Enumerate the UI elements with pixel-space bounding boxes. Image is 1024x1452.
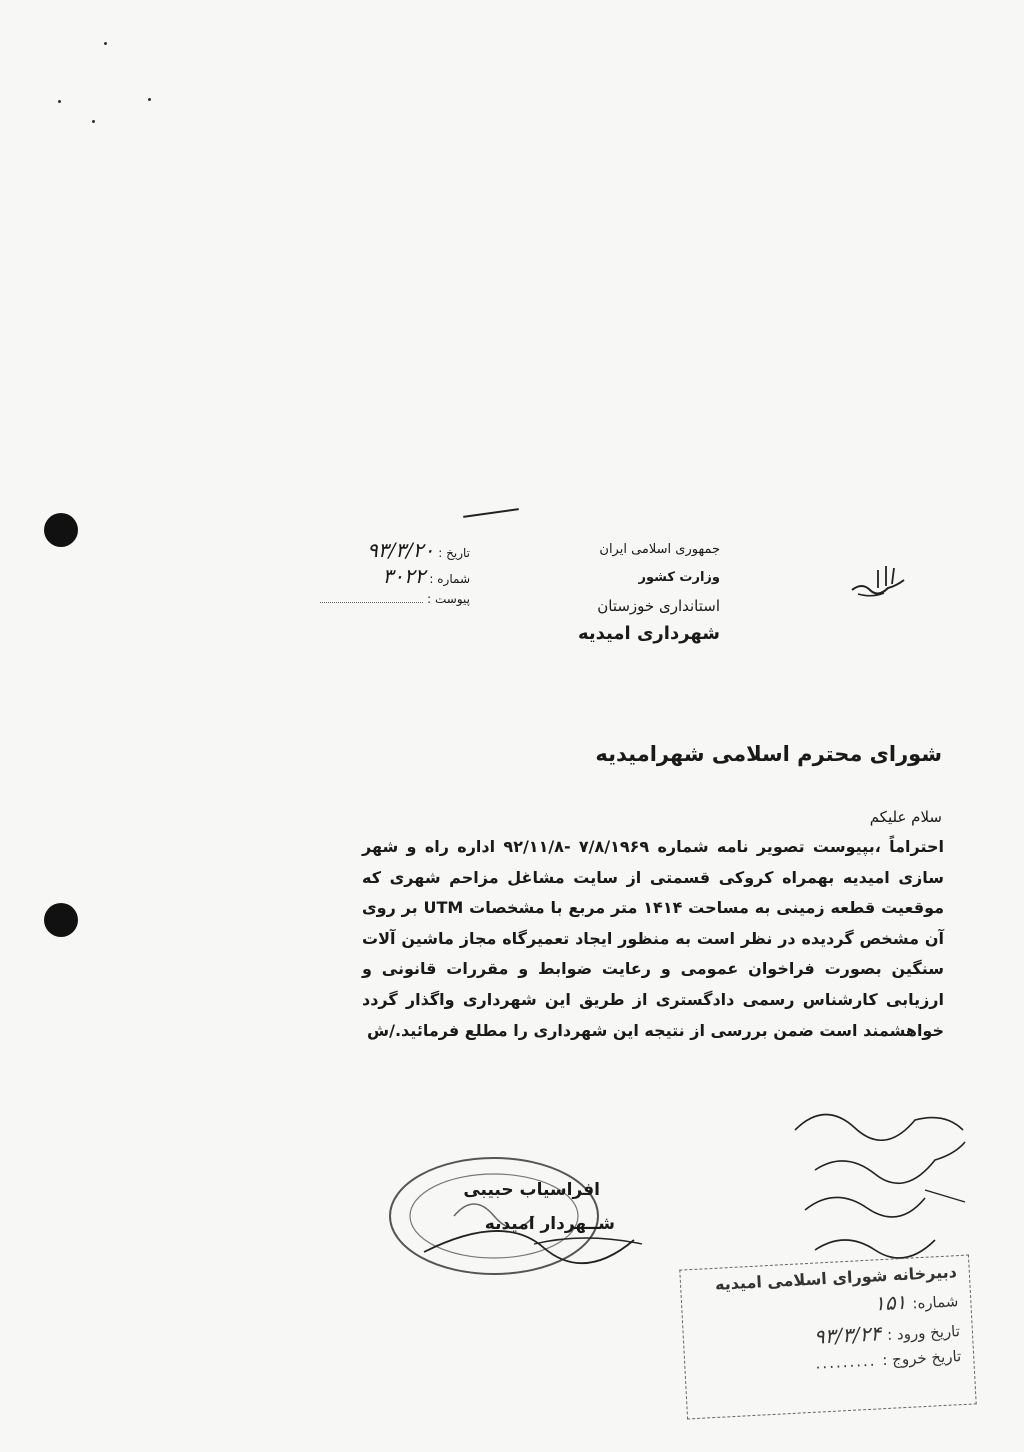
punch-hole-top: [44, 513, 78, 547]
stamp-exit-date-label: تاریخ خروج :: [881, 1347, 962, 1370]
date-row: [320, 538, 470, 564]
country-name: جمهوری اسلامی ایران: [599, 542, 720, 557]
number-row: [320, 564, 470, 590]
council-secretariat-stamp: [679, 1255, 976, 1420]
stamp-entry-date-label: تاریخ ورود :: [886, 1322, 961, 1344]
addressee: شورای محترم اسلامی شهرامیدیه: [595, 742, 942, 766]
number-label: شماره :: [429, 572, 470, 586]
number-value: ۳۰۲۲: [382, 564, 426, 588]
signatory-title: شــهردار امیدیه: [484, 1214, 615, 1234]
municipality-name: شهرداری امیدیه: [577, 623, 720, 644]
letter-meta: [320, 538, 470, 616]
scan-speck: [148, 98, 151, 101]
scan-speck: [58, 100, 61, 103]
header-dash-mark: [463, 508, 519, 518]
date-label: تاریخ :: [438, 546, 470, 560]
basmala-calligraphy-icon: [848, 560, 908, 600]
stamp-exit-date-dots: .........: [815, 1351, 877, 1373]
province-name: استانداری خوزستان: [597, 597, 720, 615]
stamp-title: دبیرخانه شورای اسلامی امیدیه: [714, 1262, 958, 1294]
scan-speck: [104, 42, 107, 45]
letter-body: احتراماً ،بپیوست تصویر نامه شماره ۷/۸/۱۹۶۹ -۹۲/۱۱/۸ اداره راه و شهر سازی امیدیه بهمراه کروکی قسمتی از سایت مشاغل مزاحم شهری که موقعیت قطعه زمینی به مساحت ۱۴۱۴ متر مربع با مشخصات UTM بر روی آن مشخص گردیده در نظر است به منظور ایجاد تعمیرگاه مجاز ماشین آلات سنگین بصورت فراخوان عمومی و رعایت ضوابط و مقررات قانونی و ارزیابی کارشناس رسمی دادگستری از طریق این شهرداری واگذار گردد خواهشمند است ضمن بررسی از نتیجه این شهرداری را مطلع فرمائید./ش: [362, 837, 945, 1040]
attachment-label: پیوست :: [427, 592, 470, 606]
ministry-name: وزارت کشور: [638, 570, 720, 585]
greeting: سلام علیکم: [869, 808, 942, 826]
date-value: ۹۳/۳/۲۰: [367, 538, 435, 562]
stamp-number-value: ۱۵۱: [873, 1289, 907, 1316]
attachment-dotted-line: [320, 590, 423, 603]
scan-speck: [92, 120, 95, 123]
letterhead: [560, 536, 720, 648]
stamp-entry-date-value: ۹۳/۳/۲۴: [813, 1321, 882, 1349]
signatory-name: افراسیاب حبیبی: [463, 1180, 600, 1200]
attachment-row: [320, 590, 470, 616]
stamp-number-label: شماره:: [911, 1292, 959, 1313]
punch-hole-bottom: [44, 903, 78, 937]
